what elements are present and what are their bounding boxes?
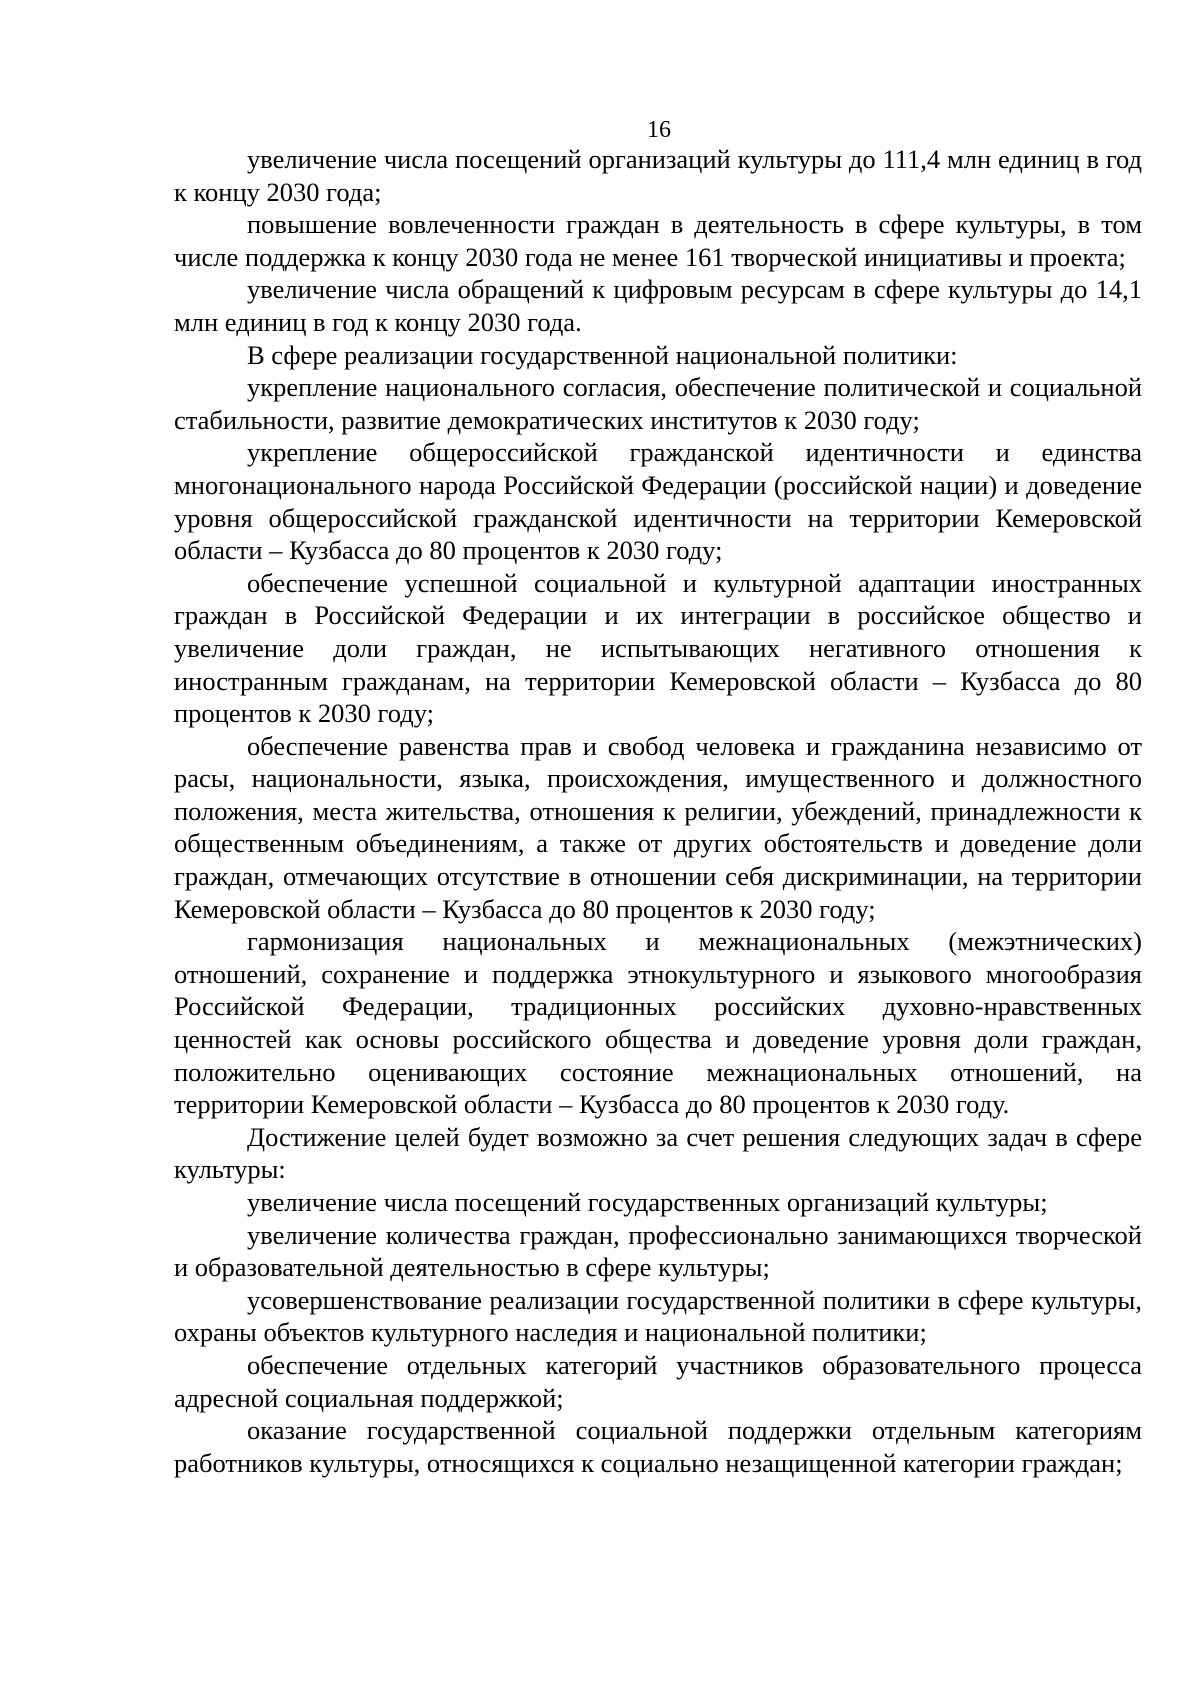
paragraph: усовершенствование реализации государственной политики в сфере культуры, охраны объектов культурного наследия и национальной политики; — [174, 1284, 1142, 1348]
paragraph: повышение вовлеченности граждан в деятельность в сфере культуры, в том числе поддержка к концу 2030 года не менее 161 творческой инициативы и проекта; — [174, 209, 1142, 272]
paragraph: увеличение числа посещений организаций культуры до 111,4 млн единиц в год к концу 2030 года; — [174, 144, 1142, 207]
paragraph: увеличение числа обращений к цифровым ресурсам в сфере культуры до 14,1 млн единиц в год к концу 2030 года. — [174, 274, 1142, 337]
paragraph: увеличение количества граждан, профессионально занимающихся творческой и образовательной деятельностью в сфере культуры; — [174, 1219, 1142, 1283]
paragraph: обеспечение отдельных категорий участников образовательного процесса адресной социальная поддержкой; — [174, 1349, 1142, 1413]
paragraph: гармонизация национальных и межнациональных (межэтнических) отношений, сохранение и поддержка этнокультурного и языкового многообразия Российской Федерации, традиционных российских духовно-нравственных ценностей как основы российского общества и доведение уровня доли граждан, положительно оценивающих состояние межнациональных отношений, на территории Кемеровской области – Кузбасса до 80 процентов к 2030 году. — [174, 926, 1142, 1120]
paragraph: увеличение числа посещений государственных организаций культуры; — [247, 1187, 1048, 1217]
paragraph: обеспечение успешной социальной и культурной адаптации иностранных граждан в Российской Федерации и их интеграции в российское общество и увеличение доли граждан, не испытывающих негативного отношения к иностранным гражданам, на территории Кемеровской области – Кузбасса до 80 процентов к 2030 году; — [174, 567, 1142, 729]
paragraph: укрепление общероссийской гражданской идентичности и единства многонационального народа Российской Федерации (российской нации) и доведение уровня общероссийской гражданской идентичности на территории Кемеровской области – Кузбасса до 80 процентов к 2030 году; — [174, 437, 1142, 566]
paragraph: укрепление национального согласия, обеспечение политической и социальной стабильности, развитие демократических институтов к 2030 году; — [174, 372, 1142, 435]
paragraph: В сфере реализации государственной национальной политики: — [247, 339, 958, 370]
page-number: 16 — [647, 117, 671, 143]
document-body — [174, 143, 1142, 1479]
paragraph: обеспечение равенства прав и свобод человека и гражданина независимо от расы, национальности, языка, происхождения, имущественного и должностного положения, места жительства, отношения к религии, убеждений, принадлежности к общественным объединениям, а также от других обстоятельств и доведение доли граждан, отмечающих отсутствие в отношении себя дискриминации, на территории Кемеровской области – Кузбасса до 80 процентов к 2030 году; — [174, 730, 1142, 924]
paragraph: Достижение целей будет возможно за счет решения следующих задач в сфере культуры: — [174, 1121, 1142, 1185]
paragraph: оказание государственной социальной поддержки отдельным категориям работников культуры, относящихся к социально незащищенной категории граждан; — [174, 1415, 1142, 1478]
